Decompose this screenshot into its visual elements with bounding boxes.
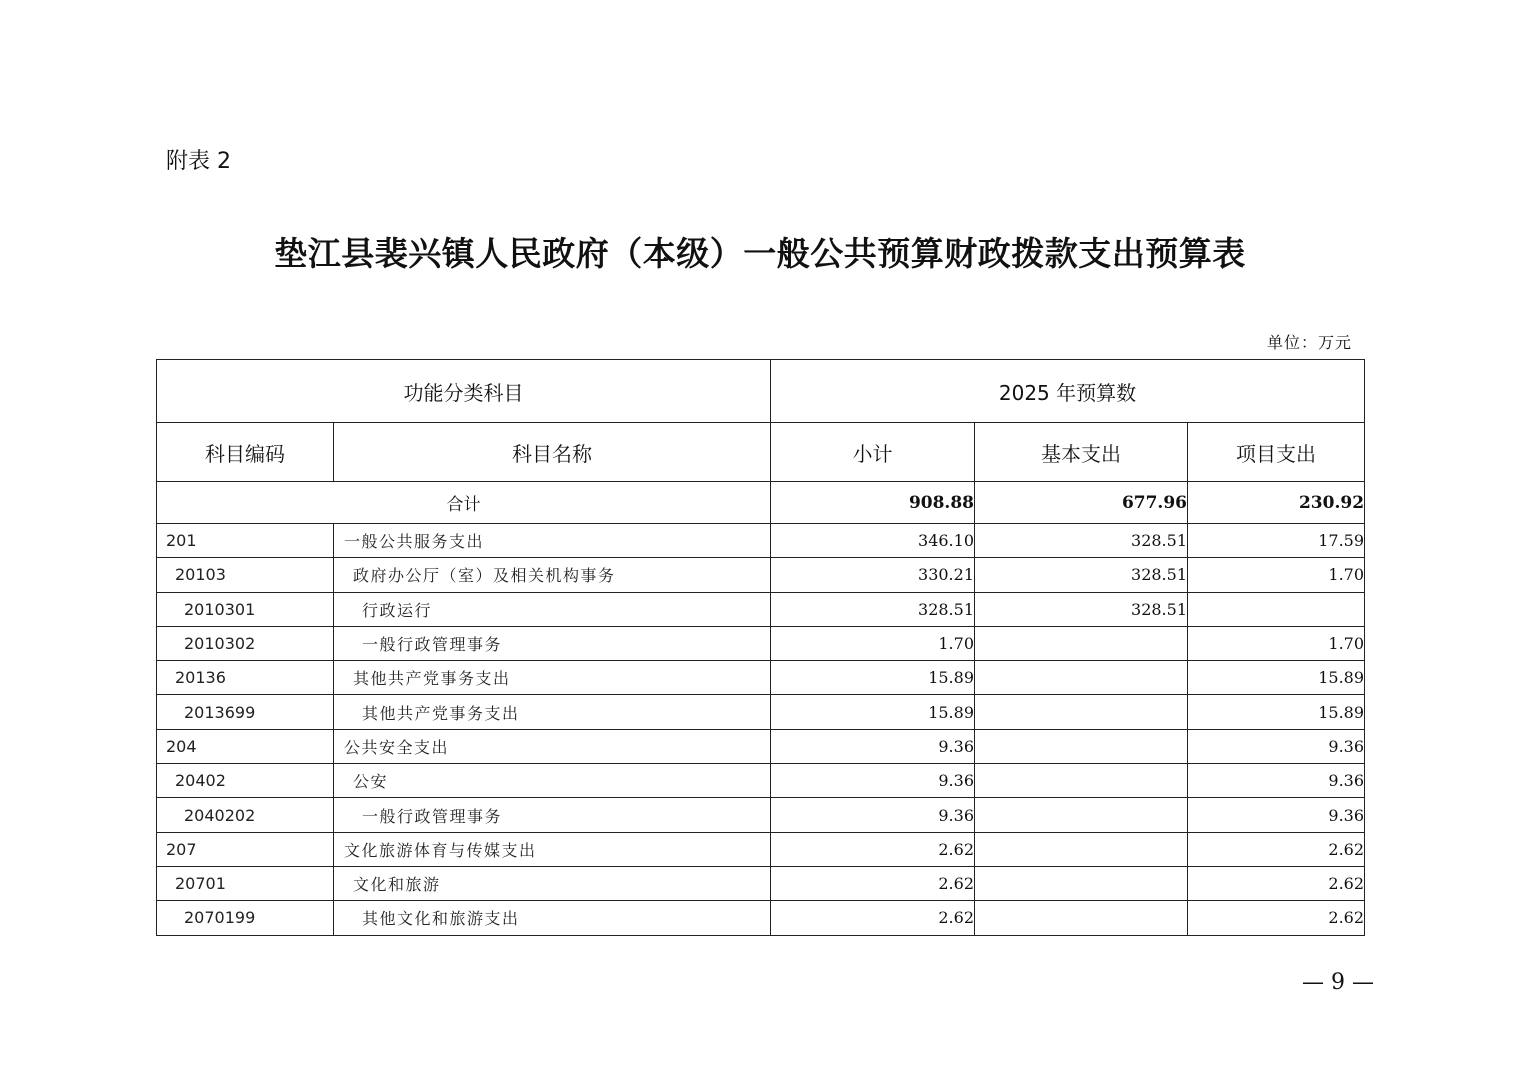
row-project: 9.36 (1188, 798, 1365, 832)
row-code: 2010302 (157, 626, 334, 660)
row-subtotal: 9.36 (771, 798, 975, 832)
row-subtotal: 2.62 (771, 866, 975, 900)
row-project: 2.62 (1188, 832, 1365, 866)
row-subtotal: 2.62 (771, 832, 975, 866)
unit-label: 单位：万元 (1266, 333, 1352, 352)
row-basic (975, 695, 1188, 729)
budget-table-body (157, 360, 1365, 936)
table-row (157, 661, 1365, 695)
row-basic (975, 626, 1188, 660)
row-code: 201 (157, 524, 334, 558)
row-name: 公安 (334, 764, 771, 798)
header-code: 科目编码 (157, 423, 334, 482)
table-row (157, 798, 1365, 832)
header-project: 项目支出 (1188, 423, 1365, 482)
row-basic (975, 661, 1188, 695)
attachment-label: 附表 2 (166, 149, 231, 174)
row-project (1188, 592, 1365, 626)
row-code: 2070199 (157, 901, 334, 935)
row-basic (975, 764, 1188, 798)
row-basic (975, 832, 1188, 866)
row-subtotal: 9.36 (771, 764, 975, 798)
row-code: 20701 (157, 866, 334, 900)
row-name: 一般公共服务支出 (334, 524, 771, 558)
row-name: 文化旅游体育与传媒支出 (334, 832, 771, 866)
row-code: 20402 (157, 764, 334, 798)
row-name: 政府办公厅（室）及相关机构事务 (334, 558, 771, 592)
row-subtotal: 2.62 (771, 901, 975, 935)
row-name: 其他共产党事务支出 (334, 661, 771, 695)
document-title: 垫江县裴兴镇人民政府（本级）一般公共预算财政拨款支出预算表 (274, 234, 1246, 273)
row-code: 2013699 (157, 695, 334, 729)
row-name: 其他文化和旅游支出 (334, 901, 771, 935)
header-subtotal: 小计 (771, 423, 975, 482)
row-subtotal: 330.21 (771, 558, 975, 592)
row-name: 一般行政管理事务 (334, 798, 771, 832)
row-code: 204 (157, 729, 334, 763)
header-row-columns (157, 423, 1365, 482)
budget-table (156, 359, 1365, 936)
row-project: 2.62 (1188, 866, 1365, 900)
row-code: 2010301 (157, 592, 334, 626)
header-budget-2025: 2025 年预算数 (771, 360, 1365, 423)
table-row (157, 695, 1365, 729)
row-code: 20136 (157, 661, 334, 695)
row-code: 2040202 (157, 798, 334, 832)
table-row (157, 524, 1365, 558)
total-subtotal: 908.88 (771, 482, 975, 524)
row-project: 1.70 (1188, 558, 1365, 592)
header-row-group (157, 360, 1365, 423)
row-subtotal: 346.10 (771, 524, 975, 558)
header-name: 科目名称 (334, 423, 771, 482)
row-basic (975, 729, 1188, 763)
row-subtotal: 9.36 (771, 729, 975, 763)
table-row (157, 901, 1365, 935)
row-subtotal: 15.89 (771, 695, 975, 729)
row-basic: 328.51 (975, 592, 1188, 626)
row-name: 文化和旅游 (334, 866, 771, 900)
page-number: — 9 — (1302, 970, 1374, 995)
table-row (157, 592, 1365, 626)
row-subtotal: 1.70 (771, 626, 975, 660)
header-functional-category: 功能分类科目 (157, 360, 771, 423)
row-code: 207 (157, 832, 334, 866)
row-name: 行政运行 (334, 592, 771, 626)
row-project: 17.59 (1188, 524, 1365, 558)
row-subtotal: 328.51 (771, 592, 975, 626)
row-basic (975, 866, 1188, 900)
row-name: 一般行政管理事务 (334, 626, 771, 660)
row-basic (975, 901, 1188, 935)
table-row (157, 626, 1365, 660)
table-row (157, 866, 1365, 900)
table-row (157, 729, 1365, 763)
header-basic: 基本支出 (975, 423, 1188, 482)
row-project: 15.89 (1188, 695, 1365, 729)
total-basic: 677.96 (975, 482, 1188, 524)
table-row (157, 764, 1365, 798)
row-project: 15.89 (1188, 661, 1365, 695)
table-row (157, 558, 1365, 592)
row-project: 2.62 (1188, 901, 1365, 935)
row-name: 公共安全支出 (334, 729, 771, 763)
total-label: 合计 (157, 482, 771, 524)
row-basic (975, 798, 1188, 832)
row-basic: 328.51 (975, 524, 1188, 558)
row-name: 其他共产党事务支出 (334, 695, 771, 729)
total-project: 230.92 (1188, 482, 1365, 524)
row-project: 9.36 (1188, 764, 1365, 798)
row-basic: 328.51 (975, 558, 1188, 592)
row-project: 9.36 (1188, 729, 1365, 763)
row-subtotal: 15.89 (771, 661, 975, 695)
total-row (157, 482, 1365, 524)
row-project: 1.70 (1188, 626, 1365, 660)
row-code: 20103 (157, 558, 334, 592)
table-row (157, 832, 1365, 866)
